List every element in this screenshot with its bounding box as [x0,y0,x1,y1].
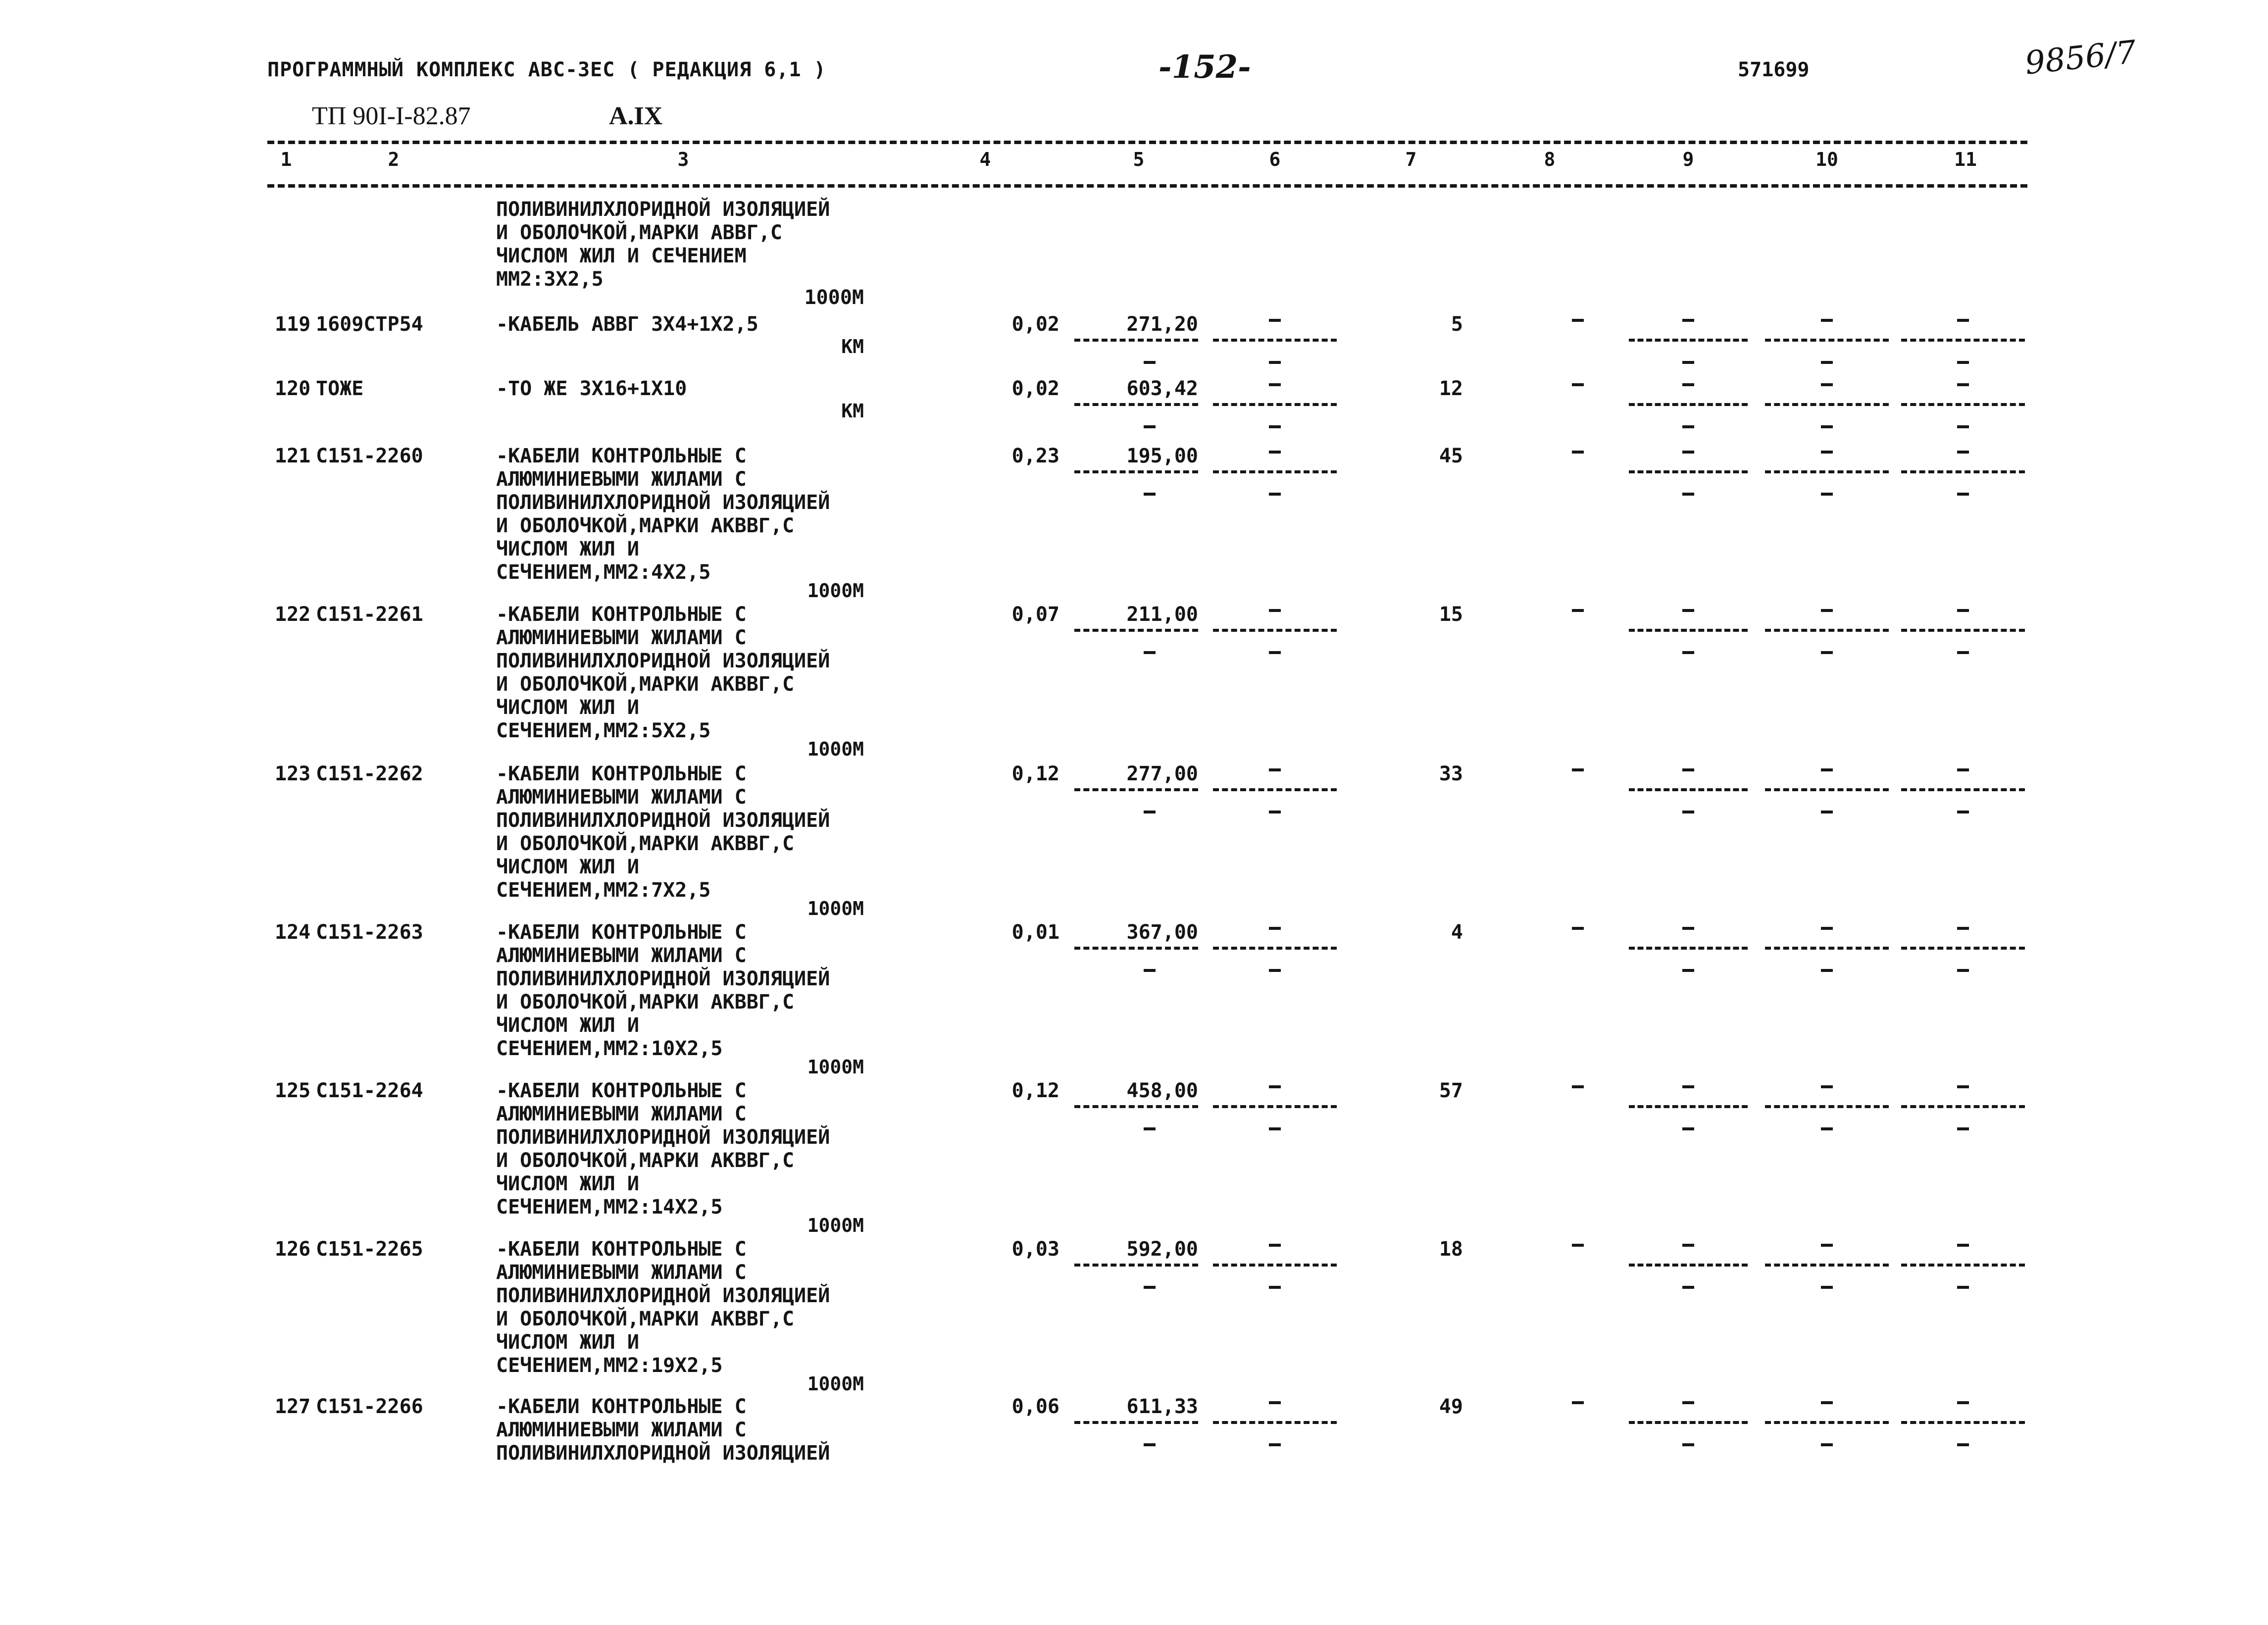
empty-value-dash [1269,927,1281,930]
description-line: ЧИСЛОМ ЖИЛ И [496,1014,639,1037]
unit-of-measure: 1000М [807,898,864,919]
empty-value-dash [1821,927,1833,930]
unit-cost-value: 277,00 [1126,762,1198,785]
column-header-5: 5 [1133,149,1145,170]
column-7-value: 5 [1451,313,1463,336]
empty-value-dash [1144,493,1156,496]
empty-value-dash [1682,1085,1694,1088]
description-line: -КАБЕЛИ КОНТРОЛЬНЫЕ С [496,1079,747,1102]
description-line: -КАБЕЛИ КОНТРОЛЬНЫЕ С [496,1395,747,1418]
unit-cost-value: 603,42 [1126,377,1198,400]
empty-value-dash [1269,425,1281,428]
empty-value-dash [1144,969,1156,972]
empty-value-dash [1144,651,1156,654]
unit-of-measure: 1000М [807,738,864,760]
description-line: И ОБОЛОЧКОЙ,МАРКИ АКВВГ,С [496,673,795,696]
quantity-value: 0,01 [1011,921,1059,944]
empty-value-dash [1821,1286,1833,1289]
empty-value-dash [1144,1127,1156,1130]
fraction-line [1213,1421,1337,1424]
column-header-9: 9 [1682,149,1694,170]
unit-cost-value: 271,20 [1126,313,1198,336]
empty-value-dash [1682,361,1694,364]
item-description [496,762,830,902]
column-7-value: 57 [1439,1079,1463,1102]
fraction-line [1901,947,2025,950]
empty-value-dash [1957,451,1969,454]
description-line: СЕЧЕНИЕМ,ММ2:5Х2,5 [496,719,711,742]
column-7-value: 4 [1451,921,1463,944]
empty-value-dash [1572,1401,1584,1404]
empty-value-dash [1957,383,1969,386]
empty-value-dash [1957,1085,1969,1088]
empty-value-dash [1269,383,1281,386]
unit-of-measure: 1000М [807,1215,864,1236]
project-code: ТП 90I-I-82.87 [312,102,471,130]
description-line: ПОЛИВИНИЛХЛОРИДНОЙ ИЗОЛЯЦИЕЙ [496,1284,830,1307]
description-line: СЕЧЕНИЕМ,ММ2:10Х2,5 [496,1037,723,1060]
fraction-line [1629,629,1748,632]
empty-value-dash [1821,609,1833,612]
price-code: С151-2261 [316,603,423,626]
column-header-3: 3 [677,149,689,170]
fraction-line [1213,339,1337,342]
description-line: ПОЛИВИНИЛХЛОРИДНОЙ ИЗОЛЯЦИЕЙ [496,491,830,514]
description-line: И ОБОЛОЧКОЙ,МАРКИ АКВВГ,С [496,1308,795,1330]
description-line: СЕЧЕНИЕМ,ММ2:4Х2,5 [496,561,711,584]
fraction-line [1213,470,1337,473]
empty-value-dash [1269,1286,1281,1289]
empty-value-dash [1821,383,1833,386]
row-number: 123 [275,762,311,785]
quantity-value: 0,12 [1011,1079,1059,1102]
price-code: С151-2260 [316,445,423,467]
fraction-line [1629,1105,1748,1108]
empty-value-dash [1821,451,1833,454]
row-number: 121 [275,445,311,467]
fraction-line [1213,629,1337,632]
description-line: -КАБЕЛЬ АВВГ 3Х4+1Х2,5 [496,313,758,336]
description-line: ПОЛИВИНИЛХЛОРИДНОЙ ИЗОЛЯЦИЕЙ [496,1442,830,1465]
empty-value-dash [1682,768,1694,771]
empty-value-dash [1269,451,1281,454]
empty-value-dash [1957,1286,1969,1289]
description-line: И ОБОЛОЧКОЙ,МАРКИ АКВВГ,С [496,1149,795,1172]
carry-over-line: ПОЛИВИНИЛХЛОРИДНОЙ ИЗОЛЯЦИЕЙ [496,198,830,221]
empty-value-dash [1144,361,1156,364]
empty-value-dash [1572,609,1584,612]
row-number: 120 [275,377,311,400]
item-description [496,921,830,1061]
empty-value-dash [1957,1244,1969,1247]
fraction-line [1765,403,1889,406]
column-7-value: 45 [1439,445,1463,467]
fraction-line [1074,1421,1198,1424]
empty-value-dash [1957,927,1969,930]
empty-value-dash [1957,969,1969,972]
unit-of-measure: 1000М [807,580,864,602]
empty-value-dash [1144,1443,1156,1446]
description-line: ЧИСЛОМ ЖИЛ И [496,538,639,560]
description-line: СЕЧЕНИЕМ,ММ2:19Х2,5 [496,1354,723,1377]
empty-value-dash [1682,383,1694,386]
empty-value-dash [1821,425,1833,428]
empty-value-dash [1682,1244,1694,1247]
empty-value-dash [1682,319,1694,322]
empty-value-dash [1821,319,1833,322]
unit-of-measure: КМ [841,336,864,357]
empty-value-dash [1269,651,1281,654]
fraction-line [1901,1421,2025,1424]
quantity-value: 0,23 [1011,445,1059,467]
empty-value-dash [1682,651,1694,654]
empty-value-dash [1957,1443,1969,1446]
quantity-value: 0,06 [1011,1395,1059,1418]
fraction-line [1074,1264,1198,1267]
item-description [496,445,830,584]
empty-value-dash [1682,1401,1694,1404]
empty-value-dash [1682,609,1694,612]
empty-value-dash [1682,927,1694,930]
document-number: 571699 [1738,58,1810,81]
description-line: -КАБЕЛИ КОНТРОЛЬНЫЕ С [496,603,747,626]
description-line: ЧИСЛОМ ЖИЛ И [496,856,639,878]
description-line: ПОЛИВИНИЛХЛОРИДНОЙ ИЗОЛЯЦИЕЙ [496,967,830,990]
empty-value-dash [1682,1443,1694,1446]
fraction-line [1901,403,2025,406]
description-line: ПОЛИВИНИЛХЛОРИДНОЙ ИЗОЛЯЦИЕЙ [496,809,830,832]
fraction-line [1629,1264,1748,1267]
description-line: -КАБЕЛИ КОНТРОЛЬНЫЕ С [496,921,747,944]
fraction-line [1629,470,1748,473]
fraction-line [1213,403,1337,406]
column-7-value: 18 [1439,1238,1463,1261]
section-label: А.IX [609,102,663,130]
empty-value-dash [1269,768,1281,771]
item-description [496,1395,830,1465]
empty-value-dash [1269,969,1281,972]
price-code: 1609СТР54 [316,313,423,336]
price-code: С151-2266 [316,1395,423,1418]
column-header-11: 11 [1954,149,1977,170]
description-line: -ТО ЖЕ 3Х16+1Х10 [496,377,687,400]
column-header-2: 2 [388,149,400,170]
description-line: ПОЛИВИНИЛХЛОРИДНОЙ ИЗОЛЯЦИЕЙ [496,650,830,672]
fraction-line [1901,470,2025,473]
header-rule-bottom [267,184,2027,188]
description-line: ЧИСЛОМ ЖИЛ И [496,1331,639,1354]
quantity-value: 0,07 [1011,603,1059,626]
page-number: -152- [1159,49,1251,86]
unit-cost-value: 611,33 [1126,1395,1198,1418]
description-line: ЧИСЛОМ ЖИЛ И [496,1172,639,1195]
empty-value-dash [1144,1286,1156,1289]
empty-value-dash [1269,1085,1281,1088]
empty-value-dash [1957,493,1969,496]
carry-over-unit: 1000М [804,286,864,309]
empty-value-dash [1821,1127,1833,1130]
fraction-line [1765,947,1889,950]
empty-value-dash [1682,1286,1694,1289]
empty-value-dash [1572,383,1584,386]
description-line: АЛЮМИНИЕВЫМИ ЖИЛАМИ С [496,786,747,809]
empty-value-dash [1682,493,1694,496]
fraction-line [1213,947,1337,950]
empty-value-dash [1957,768,1969,771]
description-line: СЕЧЕНИЕМ,ММ2:14Х2,5 [496,1196,723,1219]
description-line: СЕЧЕНИЕМ,ММ2:7Х2,5 [496,879,711,902]
fraction-line [1629,1421,1748,1424]
fraction-line [1074,470,1198,473]
price-code: С151-2262 [316,762,423,785]
item-description [496,313,758,336]
empty-value-dash [1682,969,1694,972]
column-header-7: 7 [1405,149,1417,170]
empty-value-dash [1269,1401,1281,1404]
empty-value-dash [1572,319,1584,322]
column-header-1: 1 [280,149,292,170]
unit-of-measure: 1000М [807,1373,864,1395]
fraction-line [1901,788,2025,791]
item-description [496,603,830,743]
empty-value-dash [1269,1127,1281,1130]
empty-value-dash [1957,1401,1969,1404]
description-line: И ОБОЛОЧКОЙ,МАРКИ АКВВГ,С [496,991,795,1014]
fraction-line [1074,403,1198,406]
column-header-4: 4 [979,149,991,170]
fraction-line [1901,1105,2025,1108]
fraction-line [1901,1264,2025,1267]
carry-over-line: И ОБОЛОЧКОЙ,МАРКИ АВВГ,С [496,221,782,244]
empty-value-dash [1269,1443,1281,1446]
row-number: 122 [275,603,311,626]
empty-value-dash [1269,319,1281,322]
price-code: С151-2265 [316,1238,423,1261]
fraction-line [1629,788,1748,791]
description-line: АЛЮМИНИЕВЫМИ ЖИЛАМИ С [496,944,747,967]
empty-value-dash [1821,1401,1833,1404]
empty-value-dash [1821,768,1833,771]
price-code: ТОЖЕ [316,377,364,400]
unit-cost-value: 195,00 [1126,445,1198,467]
row-number: 119 [275,313,311,336]
unit-cost-value: 592,00 [1126,1238,1198,1261]
empty-value-dash [1572,1085,1584,1088]
description-line: АЛЮМИНИЕВЫМИ ЖИЛАМИ С [496,468,747,491]
unit-of-measure: КМ [841,400,864,422]
column-header-8: 8 [1544,149,1556,170]
item-description [496,1079,830,1219]
empty-value-dash [1572,768,1584,771]
fraction-line [1213,1105,1337,1108]
empty-value-dash [1144,425,1156,428]
description-line: АЛЮМИНИЕВЫМИ ЖИЛАМИ С [496,1103,747,1125]
program-title: ПРОГРАММНЫЙ КОМПЛЕКС АВС-ЗЕС ( РЕДАКЦИЯ 6,1 ) [267,58,826,81]
description-line: ПОЛИВИНИЛХЛОРИДНОЙ ИЗОЛЯЦИЕЙ [496,1126,830,1149]
empty-value-dash [1682,425,1694,428]
empty-value-dash [1821,1443,1833,1446]
empty-value-dash [1821,361,1833,364]
description-line: -КАБЕЛИ КОНТРОЛЬНЫЕ С [496,445,747,467]
row-number: 127 [275,1395,311,1418]
empty-value-dash [1821,651,1833,654]
fraction-line [1629,339,1748,342]
fraction-line [1765,1421,1889,1424]
fraction-line [1629,947,1748,950]
column-header-10: 10 [1815,149,1838,170]
column-7-value: 33 [1439,762,1463,785]
empty-value-dash [1957,425,1969,428]
empty-value-dash [1144,811,1156,813]
handwritten-reference: 9856/7 [2023,34,2138,82]
empty-value-dash [1957,609,1969,612]
row-number: 125 [275,1079,311,1102]
description-line: ЧИСЛОМ ЖИЛ И [496,696,639,719]
description-line: И ОБОЛОЧКОЙ,МАРКИ АКВВГ,С [496,514,795,537]
description-line: АЛЮМИНИЕВЫМИ ЖИЛАМИ С [496,626,747,649]
fraction-line [1765,1264,1889,1267]
column-7-value: 49 [1439,1395,1463,1418]
empty-value-dash [1269,1244,1281,1247]
empty-value-dash [1957,651,1969,654]
empty-value-dash [1572,927,1584,930]
column-header-6: 6 [1269,149,1281,170]
empty-value-dash [1957,361,1969,364]
empty-value-dash [1957,319,1969,322]
quantity-value: 0,02 [1011,313,1059,336]
row-number: 126 [275,1238,311,1261]
unit-of-measure: 1000М [807,1056,864,1078]
item-description [496,1238,830,1377]
empty-value-dash [1957,1127,1969,1130]
description-line: И ОБОЛОЧКОЙ,МАРКИ АКВВГ,С [496,832,795,855]
empty-value-dash [1821,1085,1833,1088]
empty-value-dash [1682,811,1694,813]
unit-cost-value: 211,00 [1126,603,1198,626]
empty-value-dash [1682,1127,1694,1130]
header-rule-top [267,141,2027,144]
unit-cost-value: 458,00 [1126,1079,1198,1102]
empty-value-dash [1269,811,1281,813]
empty-value-dash [1269,361,1281,364]
empty-value-dash [1682,451,1694,454]
fraction-line [1074,339,1198,342]
column-7-value: 12 [1439,377,1463,400]
description-line: АЛЮМИНИЕВЫМИ ЖИЛАМИ С [496,1261,747,1284]
empty-value-dash [1821,969,1833,972]
carry-over-line: ЧИСЛОМ ЖИЛ И СЕЧЕНИЕМ [496,245,747,267]
fraction-line [1074,788,1198,791]
fraction-line [1901,339,2025,342]
fraction-line [1213,1264,1337,1267]
fraction-line [1074,1105,1198,1108]
fraction-line [1765,470,1889,473]
empty-value-dash [1821,493,1833,496]
quantity-value: 0,02 [1011,377,1059,400]
fraction-line [1074,947,1198,950]
fraction-line [1629,403,1748,406]
fraction-line [1765,788,1889,791]
quantity-value: 0,03 [1011,1238,1059,1261]
empty-value-dash [1269,609,1281,612]
fraction-line [1901,629,2025,632]
fraction-line [1765,339,1889,342]
quantity-value: 0,12 [1011,762,1059,785]
empty-value-dash [1269,493,1281,496]
fraction-line [1074,629,1198,632]
description-line: АЛЮМИНИЕВЫМИ ЖИЛАМИ С [496,1419,747,1441]
carry-over-line: ММ2:3Х2,5 [496,268,604,291]
fraction-line [1213,788,1337,791]
description-line: -КАБЕЛИ КОНТРОЛЬНЫЕ С [496,762,747,785]
empty-value-dash [1572,451,1584,454]
empty-value-dash [1572,1244,1584,1247]
row-number: 124 [275,921,311,944]
empty-value-dash [1957,811,1969,813]
item-description [496,377,687,401]
unit-cost-value: 367,00 [1126,921,1198,944]
fraction-line [1765,1105,1889,1108]
empty-value-dash [1821,1244,1833,1247]
price-code: С151-2264 [316,1079,423,1102]
price-code: С151-2263 [316,921,423,944]
column-7-value: 15 [1439,603,1463,626]
empty-value-dash [1821,811,1833,813]
fraction-line [1765,629,1889,632]
description-line: -КАБЕЛИ КОНТРОЛЬНЫЕ С [496,1238,747,1261]
